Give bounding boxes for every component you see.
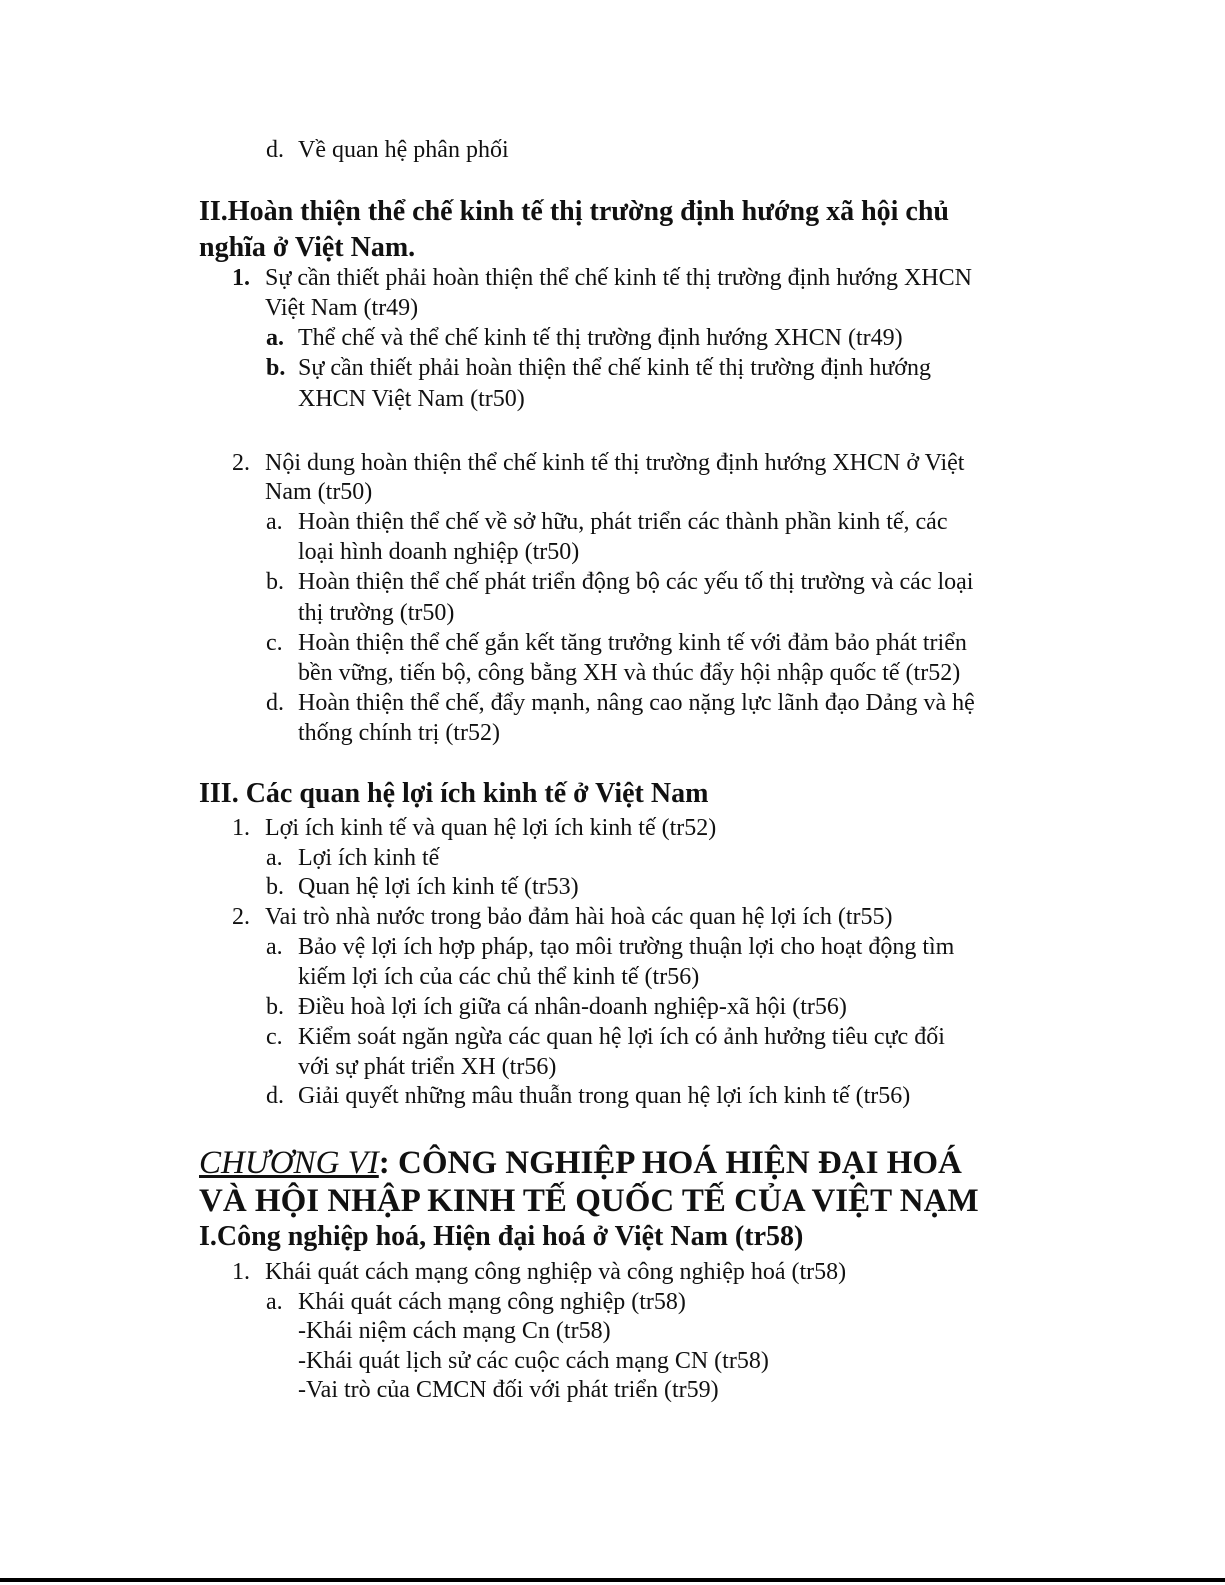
list-item-text-cont: bền vững, tiến bộ, công bằng XH và thúc đẩy hội nhập quốc tế (tr52) (298, 660, 961, 686)
sub-item: -Khái niệm cách mạng Cn (tr58) (298, 1318, 611, 1344)
chapter-label: CHƯƠNG VI (199, 1145, 379, 1181)
list-item-text: Về quan hệ phân phối (298, 137, 509, 163)
list-item-text-cont: Việt Nam (tr49) (265, 295, 419, 321)
list-label: a. (266, 845, 283, 871)
list-item-text-cont: thống chính trị (tr52) (298, 720, 500, 746)
list-number: 1. (232, 265, 250, 291)
list-item-text-cont: kiếm lợi ích của các chủ thể kinh tế (tr56) (298, 964, 700, 990)
list-label: d. (266, 690, 284, 716)
list-item-text: Hoàn thiện thể chế phát triển động bộ các yếu tố thị trường và các loại (298, 569, 974, 595)
list-number: 1. (232, 1259, 250, 1285)
section-heading-cont: nghĩa ở Việt Nam. (199, 232, 416, 263)
list-item-text: Lợi ích kinh tế và quan hệ lợi ích kinh tế (tr52) (265, 815, 717, 841)
chapter-heading (199, 1144, 962, 1182)
section-heading: II.Hoàn thiện thể chế kinh tế thị trường định hướng xã hội chủ (199, 196, 949, 227)
list-label: d. (266, 137, 284, 163)
list-item-text: Nội dung hoàn thiện thể chế kinh tế thị trường định hướng XHCN ở Việt (265, 450, 965, 476)
list-item-text: Khái quát cách mạng công nghiệp (tr58) (298, 1289, 686, 1315)
list-label: c. (266, 630, 283, 656)
list-item-text: Kiểm soát ngăn ngừa các quan hệ lợi ích có ảnh hưởng tiêu cực đối (298, 1024, 945, 1050)
list-label: b. (266, 874, 284, 900)
list-label: b. (266, 355, 286, 381)
list-label: d. (266, 1083, 284, 1109)
page-bottom-border (0, 1578, 1225, 1582)
list-item-text: Khái quát cách mạng công nghiệp và công nghiệp hoá (tr58) (265, 1259, 847, 1285)
list-item-text: Hoàn thiện thể chế về sở hữu, phát triển các thành phần kinh tế, các (298, 509, 948, 535)
list-item-text: Hoàn thiện thể chế gắn kết tăng trưởng kinh tế với đảm bảo phát triển (298, 630, 967, 656)
chapter-title: : CÔNG NGHIỆP HOÁ HIỆN ĐẠI HOÁ (378, 1145, 962, 1181)
sub-item: -Khái quát lịch sử các cuộc cách mạng CN (tr58) (298, 1348, 769, 1374)
section-heading: III. Các quan hệ lợi ích kinh tế ở Việt Nam (199, 778, 709, 809)
chapter-heading-cont: VÀ HỘI NHẬP KINH TẾ QUỐC TẾ CỦA VIỆT NẠM (199, 1183, 979, 1219)
list-number: 2. (232, 904, 250, 930)
list-item-text-cont: với sự phát triển XH (tr56) (298, 1054, 557, 1080)
list-item-text: Điều hoà lợi ích giữa cá nhân-doanh nghiệp-xã hội (tr56) (298, 994, 847, 1020)
list-item-text-cont: Nam (tr50) (265, 479, 373, 505)
list-label: b. (266, 569, 284, 595)
list-label: a. (266, 934, 283, 960)
list-item-text: Bảo vệ lợi ích hợp pháp, tạo môi trường thuận lợi cho hoạt động tìm (298, 934, 955, 960)
list-label: a. (266, 509, 283, 535)
list-item-text: Quan hệ lợi ích kinh tế (tr53) (298, 874, 579, 900)
list-item-text: Sự cần thiết phải hoàn thiện thể chế kinh tế thị trường định hướng XHCN (265, 265, 972, 291)
list-item-text: Giải quyết những mâu thuẫn trong quan hệ lợi ích kinh tế (tr56) (298, 1083, 911, 1109)
list-item-text-cont: thị trường (tr50) (298, 600, 455, 626)
section-heading: I.Công nghiệp hoá, Hiện đại hoá ở Việt Nam (tr58) (199, 1221, 804, 1252)
list-label: b. (266, 994, 284, 1020)
list-item-text: Sự cần thiết phải hoàn thiện thể chế kinh tế thị trường định hướng (298, 355, 931, 381)
list-label: a. (266, 325, 284, 351)
list-label: a. (266, 1289, 283, 1315)
list-number: 2. (232, 450, 250, 476)
list-item-text: Hoàn thiện thể chế, đẩy mạnh, nâng cao nặng lực lãnh đạo Dảng và hệ (298, 690, 975, 716)
list-item-text: Vai trò nhà nước trong bảo đảm hài hoà các quan hệ lợi ích (tr55) (265, 904, 893, 930)
list-item-text-cont: loại hình doanh nghiệp (tr50) (298, 539, 580, 565)
list-item-text: Lợi ích kinh tế (298, 845, 440, 871)
list-number: 1. (232, 815, 250, 841)
list-item-text-cont: XHCN Việt Nam (tr50) (298, 386, 525, 412)
list-item-text: Thể chế và thể chế kinh tế thị trường định hướng XHCN (tr49) (298, 325, 903, 351)
sub-item: -Vai trò của CMCN đối với phát triển (tr59) (298, 1377, 719, 1403)
list-label: c. (266, 1024, 283, 1050)
